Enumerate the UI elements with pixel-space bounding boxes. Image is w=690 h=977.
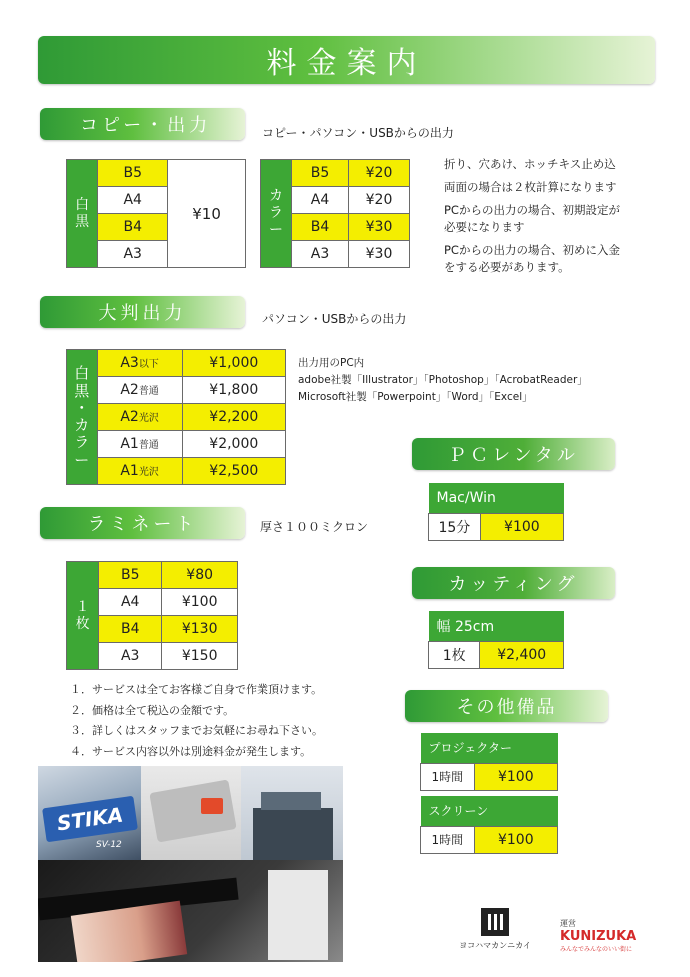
pc-rental-title: ＰＣレンタル	[448, 445, 579, 466]
projector-table	[420, 733, 558, 791]
large-price: ¥2,000	[182, 431, 285, 458]
laminate-size: A4	[99, 589, 162, 616]
projector-unit: 1時間	[421, 763, 475, 790]
pc-rental-price: ¥100	[480, 513, 563, 540]
color-price: ¥20	[349, 160, 410, 187]
color-size: A4	[292, 187, 349, 214]
page-title: 料金案内	[266, 46, 427, 81]
laminate-note: 厚さ１００ミクロン	[260, 520, 369, 534]
large-format-table	[66, 349, 286, 485]
bw-price: ¥10	[168, 160, 246, 268]
large-size: A2光沢	[97, 404, 182, 431]
page-title-banner	[38, 36, 655, 84]
pc-rental-unit: 15分	[429, 513, 481, 540]
other-title: その他備品	[456, 697, 557, 718]
large-printer-photo	[241, 766, 343, 860]
cutting-unit: 1枚	[429, 641, 480, 668]
bw-size-a4: A4	[98, 187, 168, 214]
copy-section-header	[40, 108, 245, 140]
laminate-price: ¥150	[162, 643, 238, 670]
laminate-size: B5	[99, 562, 162, 589]
large-size: A1普通	[97, 431, 182, 458]
color-size: B4	[292, 214, 349, 241]
bw-size-b5: B5	[98, 160, 168, 187]
laminate-price: ¥100	[162, 589, 238, 616]
rule-item: ２．価格は全て税込の金額です。	[70, 703, 235, 717]
large-section-title: 大判出力	[98, 303, 187, 324]
organizer-logo	[455, 908, 535, 951]
other-header	[405, 690, 608, 722]
bw-copy-table	[66, 159, 246, 268]
color-size: B5	[292, 160, 349, 187]
color-label: カ ラ ー	[261, 160, 292, 268]
kunizuka-tagline: みんなでみんなのいい街に	[560, 946, 633, 953]
building-icon	[481, 908, 509, 936]
pc-rental-label: Mac/Win	[429, 483, 564, 513]
large-section-note: パソコン・USBからの出力	[262, 312, 407, 326]
organizer-name: ヨコハマカンニカイ	[459, 941, 531, 950]
kunizuka-logo	[560, 918, 660, 953]
pc-rental-header	[412, 438, 615, 470]
color-price: ¥20	[349, 187, 410, 214]
bw-size-b4: B4	[98, 214, 168, 241]
cutting-price: ¥2,400	[480, 641, 564, 668]
rule-item: １．サービスは全てお客様ご自身で作業頂けます。	[70, 683, 323, 696]
laminate-section-header	[40, 507, 245, 539]
large-size: A3以下	[97, 350, 182, 377]
large-size: A1光沢	[97, 458, 182, 485]
large-price: ¥1,000	[182, 350, 285, 377]
projector-label: プロジェクター	[421, 733, 558, 763]
poster-printer-photo	[38, 860, 343, 962]
rule-item: ４．サービス内容以外は別途料金が発生します。	[70, 744, 312, 758]
large-price: ¥2,500	[182, 458, 285, 485]
bw-label: 白 黒	[67, 160, 98, 268]
operator-label: 運営	[560, 919, 576, 928]
copy-section-title: コピー・出力	[80, 115, 212, 136]
color-price: ¥30	[349, 241, 410, 268]
projector-price: ¥100	[474, 763, 557, 790]
cutting-title: カッティング	[448, 574, 579, 595]
laminate-price: ¥130	[162, 616, 238, 643]
laminate-size: A3	[99, 643, 162, 670]
color-size: A3	[292, 241, 349, 268]
large-label: 白 黒 ・ カ ラ ー	[67, 350, 98, 485]
copy-section-note: コピー・パソコン・USBからの出力	[262, 126, 454, 140]
color-price: ¥30	[349, 214, 410, 241]
service-rules	[70, 680, 323, 762]
screen-table	[420, 796, 558, 854]
cutting-table	[428, 611, 564, 669]
kunizuka-name: KUNIZUKA	[560, 929, 637, 944]
software-note: 出力用のPC内 adobe社製「Illustrator」「Photoshop」「AcrobatReader」 Microsoft社製「Powerpoint」「Word」「Excel」	[298, 357, 588, 403]
laminate-price: ¥80	[162, 562, 238, 589]
large-price: ¥1,800	[182, 377, 285, 404]
laminate-table	[66, 561, 238, 670]
large-price: ¥2,200	[182, 404, 285, 431]
rule-item: ３．詳しくはスタッフまでお気軽にお尋ね下さい。	[70, 724, 323, 737]
screen-label: スクリーン	[421, 796, 558, 826]
color-copy-table	[260, 159, 410, 268]
bw-size-a3: A3	[98, 241, 168, 268]
laminate-size: B4	[99, 616, 162, 643]
large-section-header	[40, 296, 245, 328]
screen-unit: 1時間	[421, 826, 475, 853]
laminate-section-title: ラミネート	[87, 514, 198, 535]
screen-price: ¥100	[474, 826, 557, 853]
cutting-label: 幅 25cm	[429, 611, 564, 641]
copy-notes: 折り、穴あけ、ホッチキス止め込 両面の場合は２枚計算になります PCからの出力の場合、初期設定が 必要になります PCからの出力の場合、初めに入金 をする必要があります。	[444, 157, 620, 274]
laminate-label: １ 枚	[67, 562, 99, 670]
cutting-plotter-photo	[38, 766, 141, 860]
laminator-photo	[141, 766, 241, 860]
pc-rental-table	[428, 483, 564, 541]
stika-logo: STIKA	[42, 796, 138, 842]
large-size: A2普通	[97, 377, 182, 404]
model-label: SV-12	[96, 840, 122, 850]
cutting-header	[412, 567, 615, 599]
